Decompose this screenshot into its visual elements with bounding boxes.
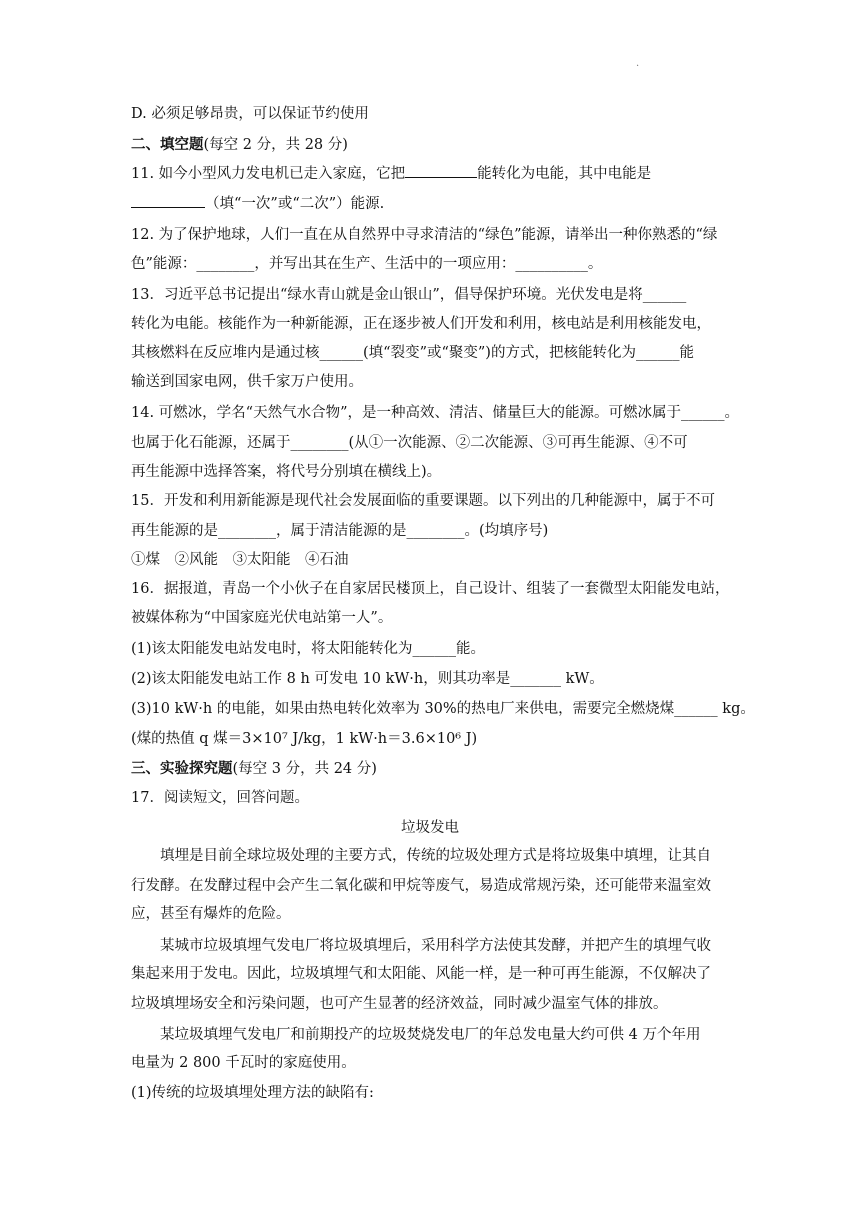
- text-line: [131, 579, 741, 599]
- text-line: [131, 285, 741, 305]
- text-line: [131, 164, 741, 184]
- line-text: 应，甚至有爆炸的危险。: [131, 906, 291, 922]
- line-text: 其核燃料在反应堆内是通过核______(填“裂变”或“聚变”)的方式，把核能转化为______能: [131, 345, 694, 361]
- line-text: 电量为 2 800 千瓦时的家庭使用。: [131, 1055, 356, 1071]
- line-text: 垃圾发电: [401, 820, 459, 836]
- line-text: 14. 可燃冰，学名“天然气水合物”，是一种高效、清洁、储量巨大的能源。可燃冰属于______。: [131, 405, 739, 421]
- text-line: [131, 964, 741, 984]
- text-line: [131, 462, 741, 482]
- text-line: [160, 846, 770, 866]
- section-heading: 二、填空题: [131, 136, 204, 153]
- line-text: 色”能源：________，并写出其在生产、生活中的一项应用：__________。: [131, 256, 603, 272]
- text-line: [131, 1053, 741, 1073]
- line-text: 16．据报道，青岛一个小伙子在自家居民楼顶上，自己设计、组装了一套微型太阳能发电站，: [131, 581, 730, 597]
- text-line: [131, 135, 741, 155]
- text-line: [131, 254, 741, 274]
- line-text: (每空 3 分，共 24 分): [232, 761, 377, 777]
- line-text: 某垃圾填埋气发电厂和前期投产的垃圾焚烧发电厂的年总发电量大约可供 4 万个年用: [160, 1027, 701, 1043]
- line-text: D. 必须足够昂贵，可以保证节约使用: [131, 106, 369, 122]
- text-line: [131, 314, 741, 334]
- text-line: [131, 876, 741, 896]
- line-text: (1)该太阳能发电站发电时，将太阳能转化为______能。: [131, 641, 486, 657]
- answer-blank[interactable]: [405, 165, 477, 178]
- text-line: [131, 521, 741, 541]
- page-dot: .: [636, 58, 640, 69]
- line-text: 12. 为了保护地球，人们一直在从自然界中寻求清洁的“绿色”能源，请举出一种你熟悉的“绿: [131, 227, 718, 243]
- text-line: [131, 433, 741, 453]
- line-text: 也属于化石能源，还属于________(从①一次能源、②二次能源、③可再生能源、④不可: [131, 435, 688, 451]
- line-text: 输送到国家电网，供千家万户使用。: [131, 374, 363, 390]
- line-text: (每空 2 分，共 28 分): [203, 137, 348, 153]
- text-line: [131, 669, 741, 689]
- line-text: 再生能源的是________，属于清洁能源的是________。(均填序号): [131, 523, 549, 539]
- text-line: [131, 550, 741, 570]
- line-text: 转化为电能。核能作为一种新能源，正在逐步被人们开发和利用，核电站是利用核能发电，: [131, 316, 711, 332]
- line-text: 11. 如今小型风力发电机已走入家庭，它把: [131, 166, 406, 182]
- line-text: 行发酵。在发酵过程中会产生二氧化碳和甲烷等废气，易造成常规污染，还可能带来温室效: [131, 878, 711, 894]
- text-line: [131, 788, 741, 808]
- text-line: [131, 699, 755, 719]
- line-text: 15．开发和利用新能源是现代社会发展面临的重要课题。以下列出的几种能源中，属于不可: [131, 493, 715, 509]
- text-line: [131, 343, 741, 363]
- line-text: 填埋是目前全球垃圾处理的主要方式，传统的垃圾处理方式是将垃圾集中填埋，让其自: [160, 848, 711, 864]
- line-text: 再生能源中选择答案，将代号分别填在横线上)。: [131, 464, 442, 480]
- text-line: [131, 403, 741, 423]
- text-line: [131, 372, 741, 392]
- text-line: [131, 1083, 741, 1103]
- text-line: [131, 608, 741, 628]
- section-heading: 三、实验探究题: [131, 760, 233, 777]
- text-line: [131, 194, 741, 214]
- text-line: [160, 936, 770, 956]
- line-text: 集起来用于发电。因此，垃圾填埋气和太阳能、风能一样，是一种可再生能源，不仅解决了: [131, 966, 711, 982]
- line-text: (1)传统的垃圾填埋处理方法的缺陷有:: [131, 1085, 374, 1101]
- text-line: [131, 491, 741, 511]
- text-line: [131, 225, 741, 245]
- text-line: [131, 904, 741, 924]
- text-line: [131, 104, 741, 124]
- text-line: [160, 1025, 770, 1045]
- line-text: (煤的热值 q 煤＝3×10⁷ J/kg，1 kW·h＝3.6×10⁶ J): [131, 731, 478, 747]
- text-line: [131, 759, 741, 779]
- line-text: 17．阅读短文，回答问题。: [131, 790, 309, 806]
- answer-blank[interactable]: [131, 195, 205, 208]
- text-line: [131, 994, 741, 1014]
- line-text: (3)10 kW·h 的电能，如果由热电转化效率为 30%的热电厂来供电，需要完全燃烧煤______ kg。: [131, 701, 755, 717]
- line-text: 垃圾填埋场安全和污染问题，也可产生显著的经济效益，同时减少温室气体的排放。: [131, 996, 668, 1012]
- line-text-tail: 能转化为电能，其中电能是: [477, 166, 652, 182]
- line-text: ①煤 ②风能 ③太阳能 ④石油: [131, 552, 349, 568]
- line-text-tail: （填“一次”或“二次”）能源.: [205, 196, 385, 212]
- text-line: [0, 818, 860, 838]
- line-text: 13．习近平总书记提出“绿水青山就是金山银山”，倡导保护环境。光伏发电是将______: [131, 287, 687, 303]
- text-line: [131, 639, 741, 659]
- line-text: 某城市垃圾填埋气发电厂将垃圾填埋后，采用科学方法使其发酵，并把产生的填埋气收: [160, 938, 711, 954]
- line-text: (2)该太阳能发电站工作 8 h 可发电 10 kW·h，则其功率是_______ kW。: [131, 671, 604, 687]
- line-text: 被媒体称为“中国家庭光伏电站第一人”。: [131, 610, 393, 626]
- text-line: [131, 729, 741, 749]
